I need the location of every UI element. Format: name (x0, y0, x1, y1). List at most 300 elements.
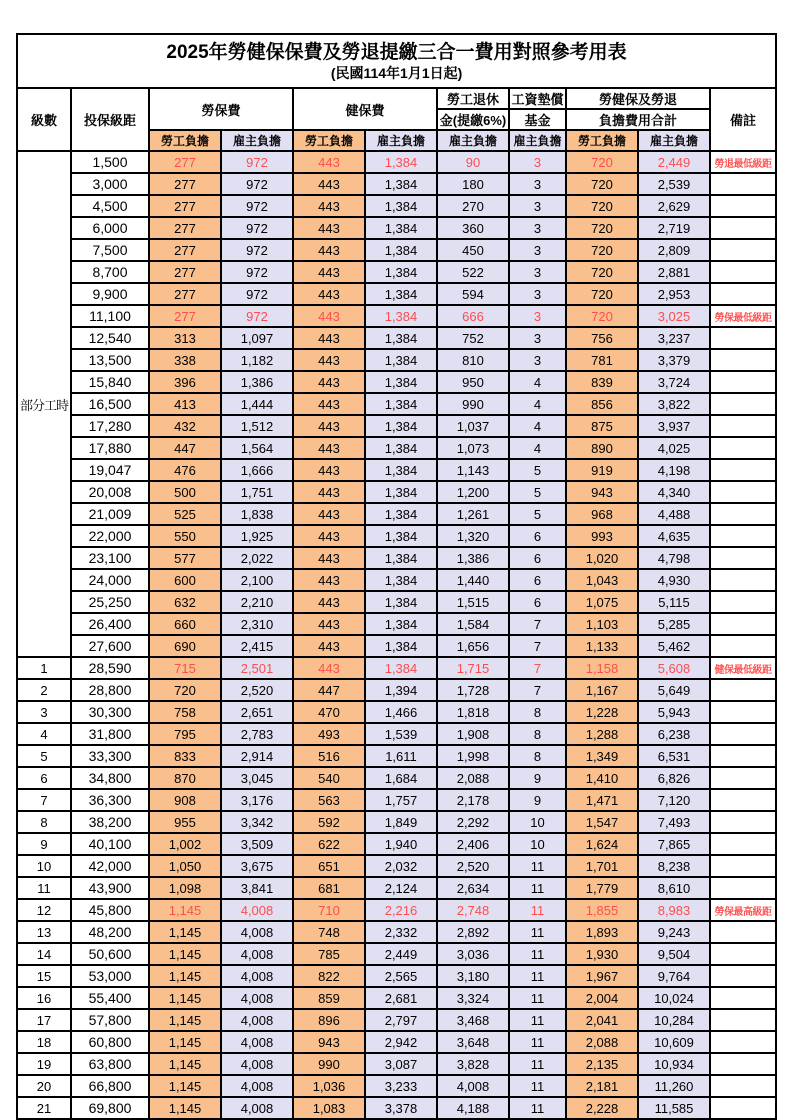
note-cell (710, 1053, 776, 1075)
header-labor-insurance: 勞保費 (149, 88, 293, 130)
value-cell: 720 (566, 261, 638, 283)
note-cell (710, 987, 776, 1009)
table-row (17, 1075, 776, 1097)
value-cell: 443 (293, 613, 365, 635)
level-cell: 7 (17, 789, 71, 811)
value-cell: 3,025 (638, 305, 710, 327)
value-cell: 11 (509, 855, 566, 877)
value-cell: 443 (293, 591, 365, 613)
value-cell: 443 (293, 481, 365, 503)
note-cell (710, 371, 776, 393)
value-cell: 1,838 (221, 503, 293, 525)
value-cell: 666 (437, 305, 509, 327)
note-cell (710, 437, 776, 459)
value-cell: 919 (566, 459, 638, 481)
value-cell: 11 (509, 899, 566, 921)
note-cell: 勞保最低級距 (710, 305, 776, 327)
value-cell: 1,384 (365, 173, 437, 195)
note-cell (710, 283, 776, 305)
note-cell (710, 173, 776, 195)
note-cell (710, 459, 776, 481)
value-cell: 1,386 (437, 547, 509, 569)
note-cell (710, 261, 776, 283)
table-row (17, 481, 776, 503)
table-row (17, 261, 776, 283)
value-cell: 540 (293, 767, 365, 789)
value-cell: 756 (566, 327, 638, 349)
value-cell: 651 (293, 855, 365, 877)
value-cell: 972 (221, 283, 293, 305)
value-cell: 720 (149, 679, 221, 701)
salary-bracket-cell: 8,700 (71, 261, 149, 283)
value-cell: 1,384 (365, 415, 437, 437)
value-cell: 2,332 (365, 921, 437, 943)
value-cell: 1,384 (365, 151, 437, 173)
value-cell: 4,008 (221, 1097, 293, 1119)
header-employer-share: 雇主負擔 (437, 130, 509, 151)
value-cell: 1,145 (149, 921, 221, 943)
value-cell: 720 (566, 239, 638, 261)
value-cell: 4,198 (638, 459, 710, 481)
note-cell (710, 1097, 776, 1119)
value-cell: 1,384 (365, 569, 437, 591)
value-cell: 1,145 (149, 1075, 221, 1097)
value-cell: 180 (437, 173, 509, 195)
value-cell: 2,520 (437, 855, 509, 877)
value-cell: 4,025 (638, 437, 710, 459)
value-cell: 9,764 (638, 965, 710, 987)
table-row (17, 767, 776, 789)
value-cell: 11 (509, 965, 566, 987)
salary-bracket-cell: 3,000 (71, 173, 149, 195)
value-cell: 2,449 (638, 151, 710, 173)
note-cell (710, 503, 776, 525)
value-cell: 500 (149, 481, 221, 503)
value-cell: 2,406 (437, 833, 509, 855)
salary-bracket-cell: 1,500 (71, 151, 149, 173)
value-cell: 277 (149, 151, 221, 173)
value-cell: 9 (509, 789, 566, 811)
header-pension-line2: 金(提繳6%) (437, 109, 509, 130)
header-pension-line1: 勞工退休 (437, 88, 509, 109)
value-cell: 2,565 (365, 965, 437, 987)
value-cell: 1,515 (437, 591, 509, 613)
value-cell: 1,200 (437, 481, 509, 503)
value-cell: 3,180 (437, 965, 509, 987)
value-cell: 1,228 (566, 701, 638, 723)
value-cell: 972 (221, 261, 293, 283)
value-cell: 1,701 (566, 855, 638, 877)
value-cell: 2,004 (566, 987, 638, 1009)
salary-bracket-cell: 63,800 (71, 1053, 149, 1075)
value-cell: 7 (509, 657, 566, 679)
value-cell: 4,188 (437, 1097, 509, 1119)
value-cell: 1,098 (149, 877, 221, 899)
value-cell: 1,611 (365, 745, 437, 767)
value-cell: 10,934 (638, 1053, 710, 1075)
value-cell: 2,651 (221, 701, 293, 723)
value-cell: 4,008 (221, 1075, 293, 1097)
value-cell: 413 (149, 393, 221, 415)
value-cell: 9,243 (638, 921, 710, 943)
value-cell: 447 (149, 437, 221, 459)
value-cell: 660 (149, 613, 221, 635)
value-cell: 1,384 (365, 503, 437, 525)
value-cell: 972 (221, 195, 293, 217)
value-cell: 3,045 (221, 767, 293, 789)
value-cell: 10,609 (638, 1031, 710, 1053)
value-cell: 2,210 (221, 591, 293, 613)
salary-bracket-cell: 11,100 (71, 305, 149, 327)
value-cell: 7,865 (638, 833, 710, 855)
value-cell: 10,284 (638, 1009, 710, 1031)
value-cell: 360 (437, 217, 509, 239)
note-cell (710, 965, 776, 987)
value-cell: 972 (221, 239, 293, 261)
value-cell: 8 (509, 701, 566, 723)
value-cell: 3 (509, 195, 566, 217)
value-cell: 11,585 (638, 1097, 710, 1119)
value-cell: 1,384 (365, 547, 437, 569)
note-cell (710, 745, 776, 767)
salary-bracket-cell: 28,590 (71, 657, 149, 679)
value-cell: 1,384 (365, 635, 437, 657)
value-cell: 1,384 (365, 305, 437, 327)
value-cell: 622 (293, 833, 365, 855)
value-cell: 516 (293, 745, 365, 767)
level-cell: 21 (17, 1097, 71, 1119)
value-cell: 1,384 (365, 283, 437, 305)
value-cell: 8 (509, 745, 566, 767)
value-cell: 3,342 (221, 811, 293, 833)
salary-bracket-cell: 40,100 (71, 833, 149, 855)
salary-bracket-cell: 38,200 (71, 811, 149, 833)
value-cell: 3 (509, 173, 566, 195)
table-row (17, 1053, 776, 1075)
header-salary: 投保級距 (71, 88, 149, 151)
salary-bracket-cell: 28,800 (71, 679, 149, 701)
value-cell: 443 (293, 503, 365, 525)
value-cell: 833 (149, 745, 221, 767)
table-row (17, 1097, 776, 1119)
level-cell: 12 (17, 899, 71, 921)
value-cell: 3,648 (437, 1031, 509, 1053)
header-employer-share: 雇主負擔 (221, 130, 293, 151)
value-cell: 11 (509, 1031, 566, 1053)
value-cell: 2,310 (221, 613, 293, 635)
value-cell: 1,145 (149, 1031, 221, 1053)
value-cell: 2,629 (638, 195, 710, 217)
value-cell: 875 (566, 415, 638, 437)
table-row (17, 283, 776, 305)
value-cell: 681 (293, 877, 365, 899)
value-cell: 277 (149, 239, 221, 261)
value-cell: 2,942 (365, 1031, 437, 1053)
value-cell: 3 (509, 327, 566, 349)
value-cell: 4,008 (221, 965, 293, 987)
salary-bracket-cell: 34,800 (71, 767, 149, 789)
note-cell (710, 1009, 776, 1031)
value-cell: 3 (509, 239, 566, 261)
value-cell: 955 (149, 811, 221, 833)
value-cell: 720 (566, 283, 638, 305)
table-row (17, 899, 776, 921)
note-cell (710, 833, 776, 855)
table-row (17, 635, 776, 657)
note-cell (710, 481, 776, 503)
value-cell: 2,088 (566, 1031, 638, 1053)
note-cell (710, 327, 776, 349)
value-cell: 5 (509, 481, 566, 503)
value-cell: 6 (509, 569, 566, 591)
value-cell: 277 (149, 217, 221, 239)
value-cell: 943 (293, 1031, 365, 1053)
salary-bracket-cell: 17,880 (71, 437, 149, 459)
value-cell: 2,783 (221, 723, 293, 745)
header-total-line2: 負擔費用合計 (566, 109, 710, 130)
value-cell: 1,037 (437, 415, 509, 437)
note-cell (710, 855, 776, 877)
value-cell: 1,908 (437, 723, 509, 745)
value-cell: 720 (566, 173, 638, 195)
salary-bracket-cell: 43,900 (71, 877, 149, 899)
value-cell: 4,008 (221, 899, 293, 921)
salary-bracket-cell: 45,800 (71, 899, 149, 921)
value-cell: 2,228 (566, 1097, 638, 1119)
value-cell: 443 (293, 415, 365, 437)
value-cell: 3,324 (437, 987, 509, 1009)
note-cell (710, 525, 776, 547)
table-row (17, 657, 776, 679)
table-row (17, 811, 776, 833)
value-cell: 5,649 (638, 679, 710, 701)
value-cell: 839 (566, 371, 638, 393)
note-cell (710, 349, 776, 371)
value-cell: 1,584 (437, 613, 509, 635)
value-cell: 785 (293, 943, 365, 965)
value-cell: 1,145 (149, 899, 221, 921)
value-cell: 4 (509, 371, 566, 393)
table-row (17, 789, 776, 811)
value-cell: 1,386 (221, 371, 293, 393)
value-cell: 908 (149, 789, 221, 811)
value-cell: 1,684 (365, 767, 437, 789)
value-cell: 4,008 (221, 987, 293, 1009)
value-cell: 1,384 (365, 481, 437, 503)
level-cell: 11 (17, 877, 71, 899)
table-row (17, 195, 776, 217)
value-cell: 1,182 (221, 349, 293, 371)
value-cell: 4,008 (221, 943, 293, 965)
value-cell: 600 (149, 569, 221, 591)
table-row (17, 503, 776, 525)
salary-bracket-cell: 50,600 (71, 943, 149, 965)
value-cell: 3,468 (437, 1009, 509, 1031)
value-cell: 4,008 (437, 1075, 509, 1097)
table-row (17, 855, 776, 877)
value-cell: 1,757 (365, 789, 437, 811)
value-cell: 1,384 (365, 591, 437, 613)
value-cell: 2,032 (365, 855, 437, 877)
salary-bracket-cell: 53,000 (71, 965, 149, 987)
value-cell: 1,967 (566, 965, 638, 987)
value-cell: 1,145 (149, 943, 221, 965)
table-row (17, 921, 776, 943)
value-cell: 5 (509, 503, 566, 525)
value-cell: 1,103 (566, 613, 638, 635)
level-cell: 10 (17, 855, 71, 877)
note-cell (710, 1031, 776, 1053)
salary-bracket-cell: 26,400 (71, 613, 149, 635)
value-cell: 2,634 (437, 877, 509, 899)
value-cell: 690 (149, 635, 221, 657)
value-cell: 470 (293, 701, 365, 723)
value-cell: 450 (437, 239, 509, 261)
value-cell: 1,384 (365, 371, 437, 393)
value-cell: 277 (149, 283, 221, 305)
level-cell: 6 (17, 767, 71, 789)
value-cell: 7,493 (638, 811, 710, 833)
value-cell: 972 (221, 305, 293, 327)
value-cell: 1,145 (149, 1097, 221, 1119)
title-row (17, 34, 776, 88)
value-cell: 3 (509, 283, 566, 305)
value-cell: 2,681 (365, 987, 437, 1009)
table-row (17, 151, 776, 173)
value-cell: 1,167 (566, 679, 638, 701)
value-cell: 443 (293, 459, 365, 481)
note-cell (710, 239, 776, 261)
note-cell (710, 195, 776, 217)
value-cell: 5 (509, 459, 566, 481)
value-cell: 1,855 (566, 899, 638, 921)
value-cell: 443 (293, 635, 365, 657)
value-cell: 11 (509, 987, 566, 1009)
level-cell: 4 (17, 723, 71, 745)
salary-bracket-cell: 30,300 (71, 701, 149, 723)
value-cell: 4,340 (638, 481, 710, 503)
header-note: 備註 (710, 88, 776, 151)
note-cell: 健保最低級距 (710, 657, 776, 679)
value-cell: 11 (509, 1053, 566, 1075)
value-cell: 1,384 (365, 613, 437, 635)
value-cell: 338 (149, 349, 221, 371)
value-cell: 1,384 (365, 261, 437, 283)
value-cell: 1,925 (221, 525, 293, 547)
value-cell: 1,083 (293, 1097, 365, 1119)
value-cell: 3,828 (437, 1053, 509, 1075)
value-cell: 1,050 (149, 855, 221, 877)
value-cell: 550 (149, 525, 221, 547)
value-cell: 443 (293, 283, 365, 305)
salary-bracket-cell: 7,500 (71, 239, 149, 261)
value-cell: 277 (149, 261, 221, 283)
value-cell: 1,384 (365, 217, 437, 239)
salary-bracket-cell: 9,900 (71, 283, 149, 305)
value-cell: 11 (509, 1075, 566, 1097)
value-cell: 6 (509, 525, 566, 547)
value-cell: 3,822 (638, 393, 710, 415)
value-cell: 1,384 (365, 195, 437, 217)
salary-bracket-cell: 12,540 (71, 327, 149, 349)
value-cell: 7 (509, 613, 566, 635)
level-cell: 20 (17, 1075, 71, 1097)
note-cell (710, 701, 776, 723)
value-cell: 1,384 (365, 327, 437, 349)
level-group-cell: 部分工時 (17, 151, 71, 657)
value-cell: 1,384 (365, 239, 437, 261)
table-row (17, 701, 776, 723)
value-cell: 1,893 (566, 921, 638, 943)
value-cell: 277 (149, 173, 221, 195)
value-cell: 443 (293, 569, 365, 591)
table-row (17, 613, 776, 635)
value-cell: 1,656 (437, 635, 509, 657)
value-cell: 3,379 (638, 349, 710, 371)
value-cell: 3,036 (437, 943, 509, 965)
value-cell: 1,143 (437, 459, 509, 481)
table-row (17, 349, 776, 371)
header-employer-share: 雇主負擔 (365, 130, 437, 151)
salary-bracket-cell: 42,000 (71, 855, 149, 877)
value-cell: 943 (566, 481, 638, 503)
table-row (17, 943, 776, 965)
level-cell: 3 (17, 701, 71, 723)
value-cell: 2,088 (437, 767, 509, 789)
level-cell: 18 (17, 1031, 71, 1053)
salary-bracket-cell: 24,000 (71, 569, 149, 591)
salary-bracket-cell: 4,500 (71, 195, 149, 217)
value-cell: 859 (293, 987, 365, 1009)
table-title-cell (17, 34, 776, 88)
value-cell: 1,930 (566, 943, 638, 965)
value-cell: 443 (293, 547, 365, 569)
page-subtitle: (民國114年1月1日起) (330, 65, 463, 82)
value-cell: 856 (566, 393, 638, 415)
value-cell: 3,233 (365, 1075, 437, 1097)
note-cell (710, 393, 776, 415)
value-cell: 1,043 (566, 569, 638, 591)
value-cell: 4 (509, 393, 566, 415)
salary-bracket-cell: 23,100 (71, 547, 149, 569)
value-cell: 2,881 (638, 261, 710, 283)
level-cell: 13 (17, 921, 71, 943)
value-cell: 447 (293, 679, 365, 701)
table-row (17, 173, 776, 195)
premium-table (16, 33, 777, 1120)
value-cell: 972 (221, 151, 293, 173)
table-row (17, 877, 776, 899)
value-cell: 7,120 (638, 789, 710, 811)
value-cell: 277 (149, 305, 221, 327)
value-cell: 4,488 (638, 503, 710, 525)
value-cell: 1,145 (149, 965, 221, 987)
value-cell: 720 (566, 151, 638, 173)
value-cell: 1,075 (566, 591, 638, 613)
value-cell: 1,073 (437, 437, 509, 459)
header-employee-share: 勞工負擔 (293, 130, 365, 151)
header-total-line1: 勞健保及勞退 (566, 88, 710, 109)
value-cell: 594 (437, 283, 509, 305)
value-cell: 1,145 (149, 987, 221, 1009)
value-cell: 3 (509, 261, 566, 283)
table-row (17, 525, 776, 547)
note-cell (710, 591, 776, 613)
note-cell (710, 921, 776, 943)
value-cell: 1,818 (437, 701, 509, 723)
value-cell: 443 (293, 327, 365, 349)
note-cell (710, 943, 776, 965)
